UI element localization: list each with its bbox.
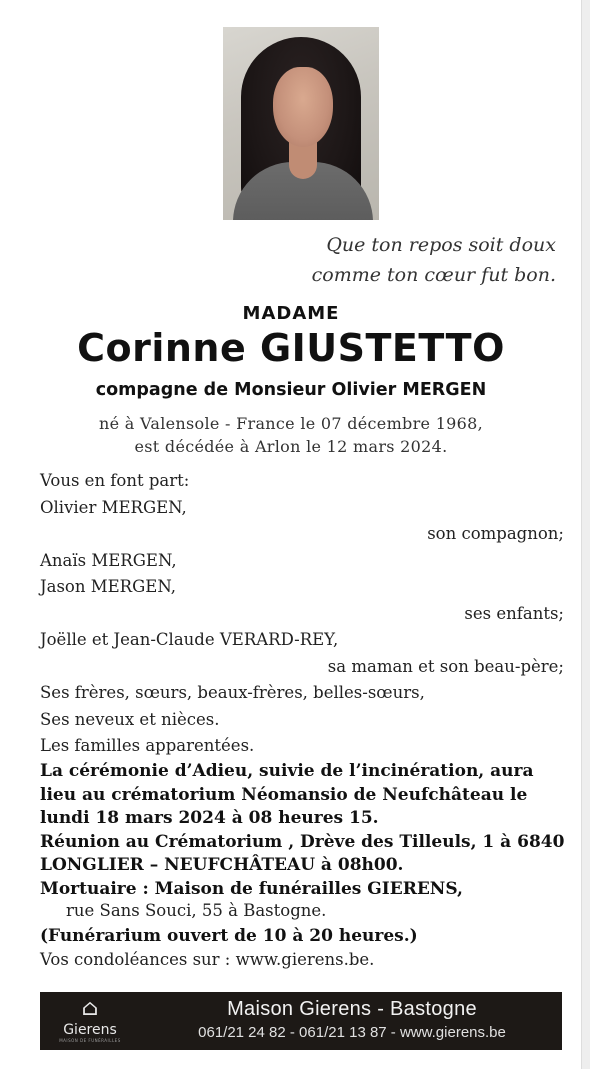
ceremony-info xyxy=(40,760,570,901)
family-row: Ses neveux et nièces. xyxy=(40,709,220,729)
family-row: son compagnon; xyxy=(427,524,564,543)
ceremony-line: La cérémonie d’Adieu, suivie de l’incinération, aura xyxy=(40,761,534,781)
family-row: Jason MERGEN, xyxy=(40,577,176,596)
family-row: Ses frères, sœurs, beaux-frères, belles-sœurs, xyxy=(40,683,425,702)
funeral-home-banner xyxy=(40,992,562,1050)
death-line: est décédée à Arlon le 12 mars 2024. xyxy=(134,437,448,456)
page-edge xyxy=(581,0,590,1069)
companion-line: compagne de Monsieur Olivier MERGEN xyxy=(95,380,487,400)
ceremony-line: Réunion au Crématorium , Drève des Tilleuls, 1 à 6840 xyxy=(40,831,565,852)
banner-contact: 061/21 24 82 - 061/21 13 87 - www.gierens.be xyxy=(198,1024,506,1041)
deceased-name: Corinne GIUSTETTO xyxy=(77,326,505,370)
epitaph-quote xyxy=(156,230,556,290)
logo-mark-icon: ⌂ xyxy=(81,996,99,1021)
quote-line: Que ton repos soit doux xyxy=(326,234,556,256)
gierens-logo xyxy=(50,998,130,1046)
logo-text: Gierens xyxy=(63,1022,117,1038)
ceremony-line: Mortuaire : Maison de funérailles GIERENS, xyxy=(40,878,463,899)
family-row: Olivier MERGEN, xyxy=(40,497,187,517)
birth-line: né à Valensole - France le 07 décembre 1968, xyxy=(99,414,483,433)
birth-death-info xyxy=(0,412,582,458)
ceremony-line: lundi 18 mars 2024 à 08 heures 15. xyxy=(40,808,379,828)
title-label: MADAME xyxy=(242,303,340,324)
family-row: Anaïs MERGEN, xyxy=(40,550,177,570)
family-row: Joëlle et Jean-Claude VERARD-REY, xyxy=(40,630,339,649)
ceremony-line: lieu au crématorium Néomansio de Neufchâteau le xyxy=(40,784,528,805)
quote-line: comme ton cœur fut bon. xyxy=(311,264,556,286)
portrait-photo xyxy=(223,27,379,220)
ceremony-line: LONGLIER – NEUFCHÂTEAU à 08h00. xyxy=(40,855,404,875)
banner-title: Maison Gierens - Bastogne xyxy=(227,998,477,1020)
condolences-line: Vos condoléances sur : www.gierens.be. xyxy=(40,950,375,969)
family-row: Vous en font part: xyxy=(40,471,190,490)
family-list xyxy=(40,468,564,760)
logo-subtitle: MAISON DE FUNÉRAILLES xyxy=(59,1038,121,1043)
family-row: ses enfants; xyxy=(464,603,564,623)
family-row: Les familles apparentées. xyxy=(40,736,255,755)
funerarium-hours: (Funérarium ouvert de 10 à 20 heures.) xyxy=(40,926,418,946)
mortuary-address: rue Sans Souci, 55 à Bastogne. xyxy=(66,901,327,920)
family-row: sa maman et son beau-père; xyxy=(327,656,564,676)
